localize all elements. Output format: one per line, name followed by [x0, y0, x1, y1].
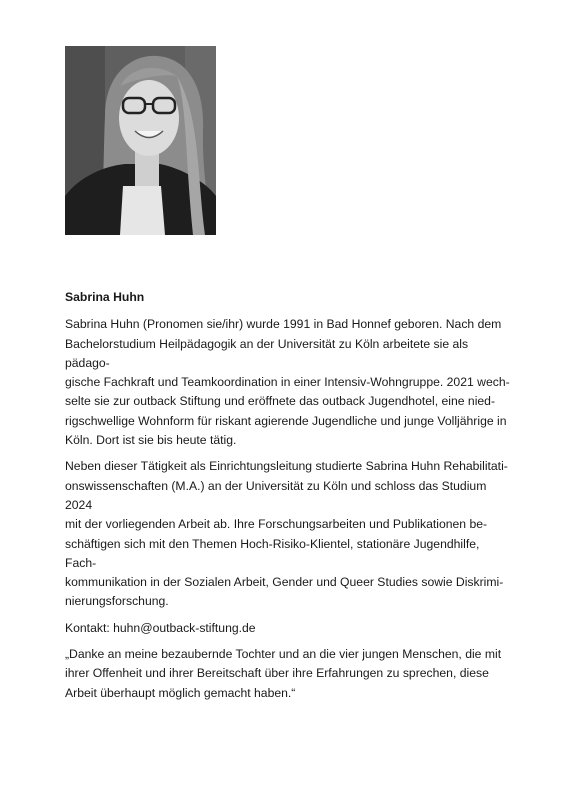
bio-paragraph-2: Neben dieser Tätigkeit als Einrichtungsleitung studierte Sabrina Huhn Rehabilitati- onswissenschaften (M.A.) an der Universität zu Köln und schloss das Studium 2024 mit der vorliegenden Arbeit ab. Ihre Forschungsarbeiten und Publikationen be- schäftigen sich mit den Themen Hoch-Risiko-Klientel, stationäre Jugendhilfe, Fach- kommunikation in der Sozialen Arbeit, Gender und Queer Studies sowie Diskrimi- nierungsforschung. [65, 459, 508, 609]
bio-paragraph-1: Sabrina Huhn (Pronomen sie/ihr) wurde 1991 in Bad Honnef geboren. Nach dem Bachelorstudium Heilpädagogik an der Universität zu Köln arbeitete sie als pädago- gische Fachkraft und Teamkoordination in einer Intensiv-Wohngruppe. 2021 wech- selte sie zur outback Stiftung und eröffnete das outback Jugendhotel, eine nied- rigschwellige Wohnform für riskant agierende Jugendliche und junge Volljährige in Köln. Dort ist sie bis heute tätig. [65, 317, 510, 448]
biography-section [65, 288, 511, 710]
author-name-heading: Sabrina Huhn [65, 290, 145, 304]
acknowledgement-quote: „Danke an meine bezaubernde Tochter und an die vier jungen Menschen, die mit ihrer Offenheit und ihrer Bereitschaft über ihre Erfahrungen zu sprechen, diese Arbeit überhaupt möglich gemacht haben.“ [65, 647, 502, 700]
author-portrait-photo [65, 46, 216, 235]
contact-line: Kontakt: huhn@outback-stiftung.de [65, 620, 256, 635]
